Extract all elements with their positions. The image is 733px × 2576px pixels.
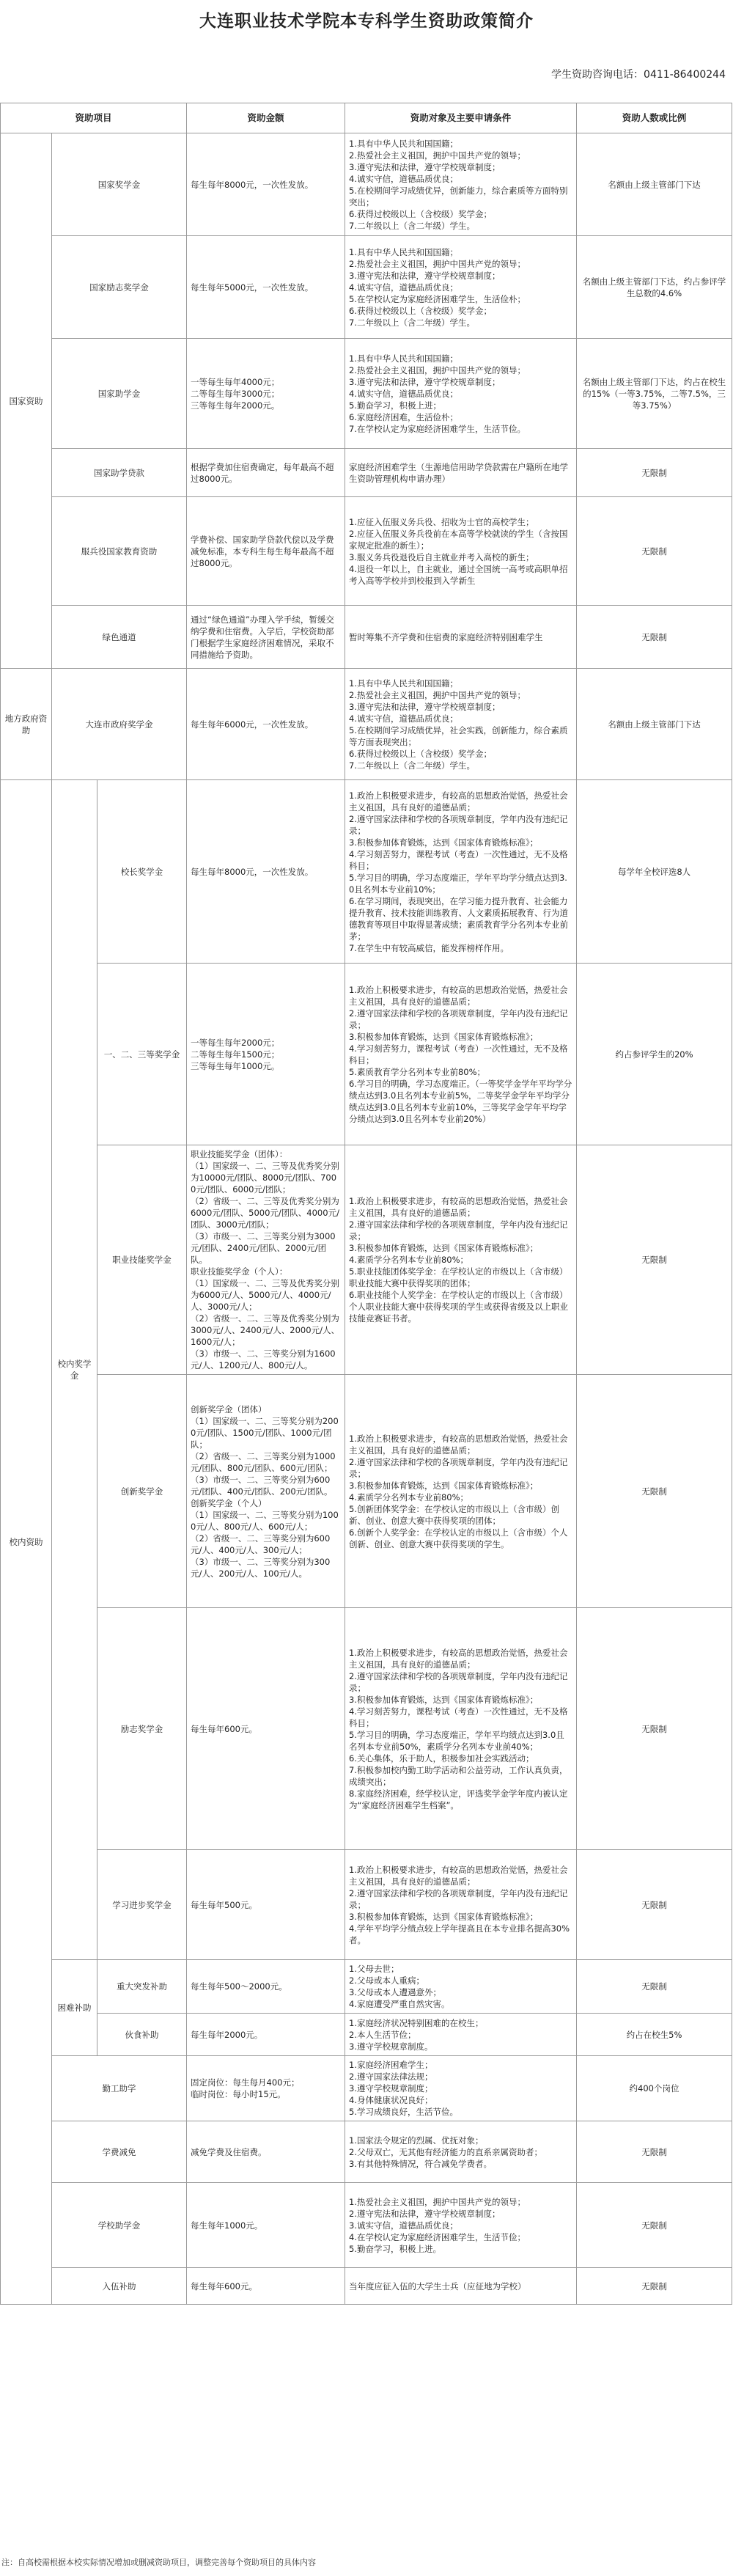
item-amount: 学费补偿、国家助学贷款代偿以及学费减免标准，本专科生每生每年最高不超过8000元。: [187, 497, 345, 606]
condition-line: 5.在校期间学习成绩优异，社会实践，创新能力，综合素质等方面表现突出；: [349, 724, 568, 747]
condition-line: 4.素质学分名列本专业前80%；: [349, 1255, 469, 1265]
condition-line: 3.遵守学校规章制度；: [349, 2083, 433, 2094]
item-name: 伙食补助: [97, 2014, 187, 2056]
table-row: [1, 2121, 732, 2183]
item-conditions: [345, 2121, 577, 2183]
item-ratio: 无限制: [577, 1960, 732, 2014]
item-conditions: [345, 497, 577, 606]
table-row: [1, 2056, 732, 2121]
item-ratio: 无限制: [577, 1145, 732, 1375]
condition-line: 2.遵守国家法律和学校的各项规章制度，学年内没有违纪记录；: [349, 1008, 568, 1030]
item-name: 绿色通道: [52, 606, 187, 669]
item-amount: 每生每年500元。: [187, 1850, 345, 1960]
item-name: 学习进步奖学金: [97, 1850, 187, 1960]
item-amount: 每生每年5000元，一次性发放。: [187, 236, 345, 339]
table-row: [1, 339, 732, 449]
condition-line: 7.在学校认定为家庭经济困难学生，生活节俭。: [349, 423, 526, 434]
condition-line: 1.具有中华人民共和国国籍；: [349, 246, 458, 257]
header-ratio: 资助人数或比例: [577, 103, 732, 133]
item-conditions: [345, 2056, 577, 2121]
condition-line: 3.积极参加体育锻炼，达到《国家体育锻炼标准》；: [349, 1911, 539, 1922]
group-hardship: 困难补助: [52, 1960, 97, 2056]
condition-line: 3.遵守宪法和法律，遵守学校规章制度；: [349, 376, 501, 387]
condition-line: 3.遵守宪法和法律，遵守学校规章制度；: [349, 161, 501, 172]
condition-line: 3.有其他特殊情况，符合减免学费者。: [349, 2158, 492, 2169]
condition-line: 3.积极参加体育锻炼，达到《国家体育锻炼标准》；: [349, 1480, 539, 1491]
condition-line: 6.获得过校级以上（含校级）奖学金；: [349, 208, 492, 219]
item-ratio: 无限制: [577, 606, 732, 669]
condition-line: 6.关心集体，乐于助人，积极参加社会实践活动；: [349, 1753, 534, 1764]
condition-line: 4.诚实守信，道德品质优良；: [349, 282, 458, 293]
condition-line: 3.积极参加体育锻炼，达到《国家体育锻炼标准》；: [349, 837, 539, 848]
item-name: 学费减免: [52, 2121, 187, 2183]
item-ratio: 无限制: [577, 1850, 732, 1960]
item-name: 国家励志奖学金: [52, 236, 187, 339]
condition-line: 3.父母或本人遭遇意外；: [349, 1987, 441, 1997]
condition-line: 6.获得过校级以上（含校级）奖学金；: [349, 305, 492, 316]
item-conditions: [345, 1850, 577, 1960]
item-amount: 减免学费及住宿费。: [187, 2121, 345, 2183]
condition-line: 4.在学校认定为家庭经济困难学生，生活节俭；: [349, 2231, 526, 2242]
condition-line: 1.政治上积极要求进步，有较高的思想政治觉悟，热爱社会主义祖国，具有良好的道德品质；: [349, 1196, 568, 1218]
item-ratio: 无限制: [577, 1375, 732, 1608]
item-amount: 一等每生每年2000元； 二等每生每年1500元； 三等每生每年1000元。: [187, 964, 345, 1145]
condition-line: 4.学习刻苦努力，课程考试（考查）一次性通过，无不及格科目；: [349, 848, 568, 871]
item-conditions: [345, 2014, 577, 2056]
table-row: [1, 1608, 732, 1850]
condition-line: 2.遵守国家法律法规；: [349, 2072, 433, 2082]
condition-line: 1.父母去世；: [349, 1964, 399, 1974]
page-title: 大连职业技术学院本专科学生资助政策简介: [199, 12, 534, 31]
condition-line: 7.二年级以上（含二年级）学生。: [349, 220, 475, 231]
condition-line: 4.诚实守信，道德品质优良；: [349, 388, 458, 399]
item-ratio: 约400个岗位: [577, 2056, 732, 2121]
item-conditions: [345, 133, 577, 236]
condition-line: 6.家庭经济困难，生活俭朴；: [349, 411, 458, 422]
condition-line: 7.在学生中有较高威信，能发挥榜样作用。: [349, 942, 509, 953]
condition-line: 7.积极参加校内勤工助学活动和公益劳动，工作认真负责，成绩突出；: [349, 1764, 568, 1787]
condition-line: 3.遵守学校规章制度。: [349, 2041, 433, 2052]
table-row: [1, 2268, 732, 2305]
table-row: [1, 2183, 732, 2268]
item-conditions: [345, 449, 577, 497]
condition-line: 3.积极参加体育锻炼，达到《国家体育锻炼标准》；: [349, 1031, 539, 1042]
condition-line: 1.家庭经济状况特别困难的在校生；: [349, 2017, 484, 2028]
table-header: [1, 103, 732, 133]
item-conditions: [345, 669, 577, 780]
item-amount: 每生每年500～2000元。: [187, 1960, 345, 2014]
item-ratio: 名额由上级主管部门下达，约占参评学生总数的4.6%: [577, 236, 732, 339]
item-name: 大连市政府奖学金: [52, 669, 187, 780]
item-conditions: [345, 780, 577, 964]
item-name: 重大突发补助: [97, 1960, 187, 2014]
condition-line: 4.家庭遭受严重自然灾害。: [349, 1999, 450, 2009]
item-ratio: 无限制: [577, 449, 732, 497]
item-ratio: 名额由上级主管部门下达: [577, 133, 732, 236]
header-project: 资助项目: [1, 103, 187, 133]
item-conditions: [345, 606, 577, 669]
item-name: 国家助学贷款: [52, 449, 187, 497]
item-amount: 每生每年8000元，一次性发放。: [187, 133, 345, 236]
table-row: [1, 2014, 732, 2056]
condition-line: 2.本人生活节俭；: [349, 2029, 416, 2040]
item-conditions: [345, 1145, 577, 1375]
table-row: [1, 133, 732, 236]
item-amount: 创新奖学金（团体） （1）国家级一、二、三等奖分别为2000元/团队、1500元/团队、1000元/团队； （2）省级一、二、三等奖分别为1000元/团队、800元/团队、600元/团队； （3）市级一、二、三等奖分别为600元/团队、400元/团队、200元/团队。 创新奖学金（个人） （1）国家级一、二、三等奖分别为1000元/人、800元/人、600元/人； （2）省级一、二、三等奖分别为600元/人、400元/人、300元/人； （3）市级一、二、三等奖分别为300元/人、200元/人、100元/人。: [187, 1375, 345, 1608]
condition-line: 2.遵守国家法律和学校的各项规章制度，学年内没有违纪记录；: [349, 1456, 568, 1479]
item-name: 职业技能奖学金: [97, 1145, 187, 1375]
item-ratio: 名额由上级主管部门下达: [577, 669, 732, 780]
item-amount: 每生每年8000元，一次性发放。: [187, 780, 345, 964]
group-inschool-scholarship: 校内奖学金: [52, 780, 97, 1960]
item-conditions: [345, 236, 577, 339]
condition-line: 1.国家法令规定的烈属、优抚对象；: [349, 2135, 484, 2146]
item-ratio: 无限制: [577, 497, 732, 606]
condition-line: 2.遵守国家法律和学校的各项规章制度，学年内没有违纪记录；: [349, 1887, 568, 1910]
contact-phone: 学生资助咨询电话：0411-86400244: [551, 69, 726, 81]
condition-line: 2.父母或本人重病；: [349, 1975, 424, 1986]
table-row: [1, 236, 732, 339]
condition-line: 1.具有中华人民共和国国籍；: [349, 353, 458, 364]
item-name: 服兵役国家教育资助: [52, 497, 187, 606]
condition-line: 2.遵守国家法律和学校的各项规章制度，学年内没有违纪记录；: [349, 1219, 568, 1241]
condition-line: 6.在学习期间，表现突出，在学习能力提升教育、社会能力提升教育、技术技能训练教育、人文素质拓展教育、行为道德教育等项目中取得显著成绩；素质教育学分名列本专业前茅；: [349, 895, 569, 942]
condition-line: 5.创新团体奖学金：在学校认定的市级以上（含市级）创新、创业、创意大赛中获得奖项的团体；: [349, 1503, 559, 1526]
condition-line: 2.应征入伍服义务兵役前在本高等学校就读的学生（含按国家规定批准的新生）；: [349, 528, 568, 551]
item-name: 励志奖学金: [97, 1608, 187, 1850]
condition-line: 3.服义务兵役退役后自主就业并考入高校的新生；: [349, 551, 534, 562]
item-name: 一、二、三等奖学金: [97, 964, 187, 1145]
group-local: 地方政府资助: [1, 669, 52, 780]
item-amount: 每生每年1000元。: [187, 2183, 345, 2268]
condition-line: 2.热爱社会主义祖国，拥护中国共产党的领导；: [349, 150, 526, 161]
condition-line: 2.遵守国家法律和学校的各项规章制度，学年内没有违纪记录；: [349, 813, 568, 836]
condition-line: 当年度应征入伍的大学生士兵（应征地为学校）: [349, 2280, 526, 2291]
condition-line: 4.学年平均学分绩点较上学年提高且在本专业排名提高30%者。: [349, 1923, 570, 1945]
table-row: [1, 606, 732, 669]
table-row: [1, 1145, 732, 1375]
condition-line: 5.在校期间学习成绩优异，创新能力，综合素质等方面特别突出；: [349, 185, 568, 208]
item-amount: 通过“绿色通道”办理入学手续，暂缓交纳学费和住宿费。入学后，学校资助部门根据学生家庭经济困难情况，采取不同措施给予资助。: [187, 606, 345, 669]
condition-line: 4.学习刻苦努力，课程考试（考查）一次性通过，无不及格科目；: [349, 1706, 568, 1728]
condition-line: 6.创新个人奖学金：在学校认定的市级以上（含市级）个人创新、创业、创意大赛中获得奖项的学生。: [349, 1527, 568, 1549]
item-conditions: [345, 2268, 577, 2305]
condition-line: 4.身体健康状况良好；: [349, 2095, 433, 2105]
item-ratio: 无限制: [577, 2183, 732, 2268]
condition-line: 2.父母双亡，无其他有经济能力的直系亲属资助者；: [349, 2146, 542, 2157]
condition-line: 5.素质教育学分名列本专业前80%；: [349, 1066, 486, 1077]
condition-line: 1.政治上积极要求进步，有较高的思想政治觉悟，热爱社会主义祖国，具有良好的道德品质；: [349, 1433, 568, 1456]
condition-line: 家庭经济困难学生（生源地信用助学贷款需在户籍所在地学生资助管理机构申请办理）: [349, 461, 569, 484]
condition-line: 1.政治上积极要求进步，有较高的思想政治觉悟，热爱社会主义祖国，具有良好的道德品质；: [349, 1647, 568, 1670]
condition-line: 5.勤奋学习，积极上进；: [349, 400, 441, 411]
footnote: 注：自高校需根据本校实际情况增加或删减资助项目，调整完善每个资助项目的具体内容: [1, 2558, 316, 2567]
condition-line: 1.具有中华人民共和国国籍；: [349, 138, 458, 149]
table-row: [1, 497, 732, 606]
item-name: 创新奖学金: [97, 1375, 187, 1608]
condition-line: 5.学习目的明确，学习态度端正，学年平均绩点达到3.0且名列本专业前50%，素质学分名列本专业前40%；: [349, 1729, 564, 1752]
item-amount: 每生每年600元。: [187, 2268, 345, 2305]
condition-line: 6.职业技能个人奖学金：在学校认定的市级以上（含市级）个人职业技能大赛中获得奖项的学生或获得省级及以上职业技能竞赛证书者。: [349, 1290, 569, 1324]
condition-line: 2.遵守宪法和法律，遵守学校规章制度；: [349, 2208, 501, 2219]
header-conditions: 资助对象及主要申请条件: [345, 103, 577, 133]
item-conditions: [345, 1608, 577, 1850]
item-amount: 职业技能奖学金（团体）： （1）国家级一、二、三等及优秀奖分别为10000元/团队、8000元/团队、7000元/团队、6000元/团队； （2）省级一、二、三等及优秀奖分别为6000元/团队、5000元/团队、4000元/团队、3000元/团队； （3）市级一、二、三等奖分别为3000元/团队、2400元/团队、2000元/团队。 职业技能奖学金（个人）： （1）国家级一、二、三等及优秀奖分别为6000元/人、5000元/人、4000元/人、3000元/人； （2）省级一、二、三等及优秀奖分别为3000元/人、2400元/人、2000元/人、1600元/人； （3）市级一、二、三等奖分别为1600元/人、1200元/人、800元/人。: [187, 1145, 345, 1375]
item-conditions: [345, 2183, 577, 2268]
condition-line: 4.退役一年以上，自主就业，通过全国统一高考或高职单招考入高等学校并到校报到入学新生: [349, 563, 568, 586]
condition-line: 2.遵守国家法律和学校的各项规章制度，学年内没有违纪记录；: [349, 1670, 568, 1693]
item-ratio: 约占在校生5%: [577, 2014, 732, 2056]
condition-line: 5.在学校认定为家庭经济困难学生，生活俭朴；: [349, 293, 526, 304]
condition-line: 2.热爱社会主义祖国，拥护中国共产党的领导；: [349, 689, 526, 700]
condition-line: 5.学习目的明确，学习态度端正，学年平均学分绩点达到3.0且名列本专业前10%；: [349, 872, 567, 895]
table-row: [1, 780, 732, 964]
condition-line: 4.学习刻苦努力，课程考试（考查）一次性通过，无不及格科目；: [349, 1043, 568, 1065]
condition-line: 1.家庭经济困难学生；: [349, 2060, 433, 2070]
condition-line: 1.具有中华人民共和国国籍；: [349, 678, 458, 689]
condition-line: 暂时筹集不齐学费和住宿费的家庭经济特别困难学生: [349, 631, 543, 642]
item-ratio: 名额由上级主管部门下达，约占在校生的15%（一等3.75%，二等7.5%，三等3.75%）: [577, 339, 732, 449]
policy-table: [0, 103, 732, 2305]
table-row: [1, 964, 732, 1145]
item-amount: 一等每生每年4000元； 二等每生每年3000元； 三等每生每年2000元。: [187, 339, 345, 449]
condition-line: 3.诚实守信，道德品质优良；: [349, 2220, 458, 2231]
condition-line: 8.家庭经济困难，经学校认定，评选奖学金学年度内被认定为“家庭经济困难学生档案”。: [349, 1788, 568, 1810]
table-row: [1, 1850, 732, 1960]
item-conditions: [345, 1960, 577, 2014]
table-row: [1, 1375, 732, 1608]
condition-line: 5.勤奋学习，积极上进。: [349, 2243, 441, 2254]
item-ratio: 约占参评学生的20%: [577, 964, 732, 1145]
condition-line: 2.热爱社会主义祖国，拥护中国共产党的领导；: [349, 258, 526, 269]
condition-line: 1.政治上积极要求进步，有较高的思想政治觉悟，热爱社会主义祖国，具有良好的道德品质；: [349, 790, 568, 812]
condition-line: 3.遵守宪法和法律，遵守学校规章制度；: [349, 270, 501, 281]
table-row: [1, 449, 732, 497]
header-amount: 资助金额: [187, 103, 345, 133]
item-name: 国家奖学金: [52, 133, 187, 236]
item-amount: 每生每年600元。: [187, 1608, 345, 1850]
condition-line: 4.诚实守信，道德品质优良；: [349, 173, 458, 184]
condition-line: 6.获得过校级以上（含校级）奖学金；: [349, 748, 492, 759]
condition-line: 3.积极参加体育锻炼，达到《国家体育锻炼标准》；: [349, 1243, 539, 1253]
item-name: 校长奖学金: [97, 780, 187, 964]
item-ratio: 每学年全校评选8人: [577, 780, 732, 964]
condition-line: 4.诚实守信，道德品质优良；: [349, 713, 458, 724]
item-name: 学校助学金: [52, 2183, 187, 2268]
group-school: 校内资助: [1, 780, 52, 2305]
table-row: [1, 1960, 732, 2014]
item-amount: 每生每年2000元。: [187, 2014, 345, 2056]
condition-line: 5.职业技能团体奖学金：在学校认定的市级以上（含市级）职业技能大赛中获得奖项的团体；: [349, 1266, 568, 1288]
condition-line: 7.二年级以上（含二年级）学生。: [349, 317, 475, 328]
table-row: [1, 669, 732, 780]
condition-line: 5.学习成绩良好，生活节俭。: [349, 2107, 458, 2117]
item-conditions: [345, 1375, 577, 1608]
condition-line: 1.政治上积极要求进步，有较高的思想政治觉悟，热爱社会主义祖国，具有良好的道德品质；: [349, 984, 568, 1007]
condition-line: 1.应征入伍服义务兵役、招收为士官的高校学生；: [349, 516, 534, 527]
condition-line: 4.素质学分名列本专业前80%；: [349, 1491, 469, 1502]
condition-line: 7.二年级以上（含二年级）学生。: [349, 760, 475, 771]
condition-line: 1.热爱社会主义祖国，拥护中国共产党的领导；: [349, 2196, 526, 2207]
item-ratio: 无限制: [577, 2268, 732, 2305]
item-conditions: [345, 339, 577, 449]
condition-line: 3.遵守宪法和法律，遵守学校规章制度；: [349, 701, 501, 712]
condition-line: 6.学习目的明确，学习态度端正。（一等奖学金学年平均学分绩点达到3.0且名列本专业前5%，二等奖学金学年平均学分绩点达到3.0且名列本专业前10%，三等奖学金学年平均学分绩点达到3.0且名列本专业前20%）: [349, 1078, 572, 1124]
item-ratio: 无限制: [577, 1608, 732, 1850]
condition-line: 1.政治上积极要求进步，有较高的思想政治觉悟，热爱社会主义祖国，具有良好的道德品质；: [349, 1864, 568, 1887]
item-name: 国家助学金: [52, 339, 187, 449]
item-amount: 固定岗位：每生每月400元； 临时岗位：每小时15元。: [187, 2056, 345, 2121]
item-name: 勤工助学: [52, 2056, 187, 2121]
condition-line: 3.积极参加体育锻炼，达到《国家体育锻炼标准》；: [349, 1694, 539, 1705]
group-national: 国家资助: [1, 133, 52, 669]
item-ratio: 无限制: [577, 2121, 732, 2183]
item-name: 入伍补助: [52, 2268, 187, 2305]
item-amount: 每生每年6000元，一次性发放。: [187, 669, 345, 780]
condition-line: 2.热爱社会主义祖国，拥护中国共产党的领导；: [349, 364, 526, 375]
item-conditions: [345, 964, 577, 1145]
item-amount: 根据学费加住宿费确定，每年最高不超过8000元。: [187, 449, 345, 497]
